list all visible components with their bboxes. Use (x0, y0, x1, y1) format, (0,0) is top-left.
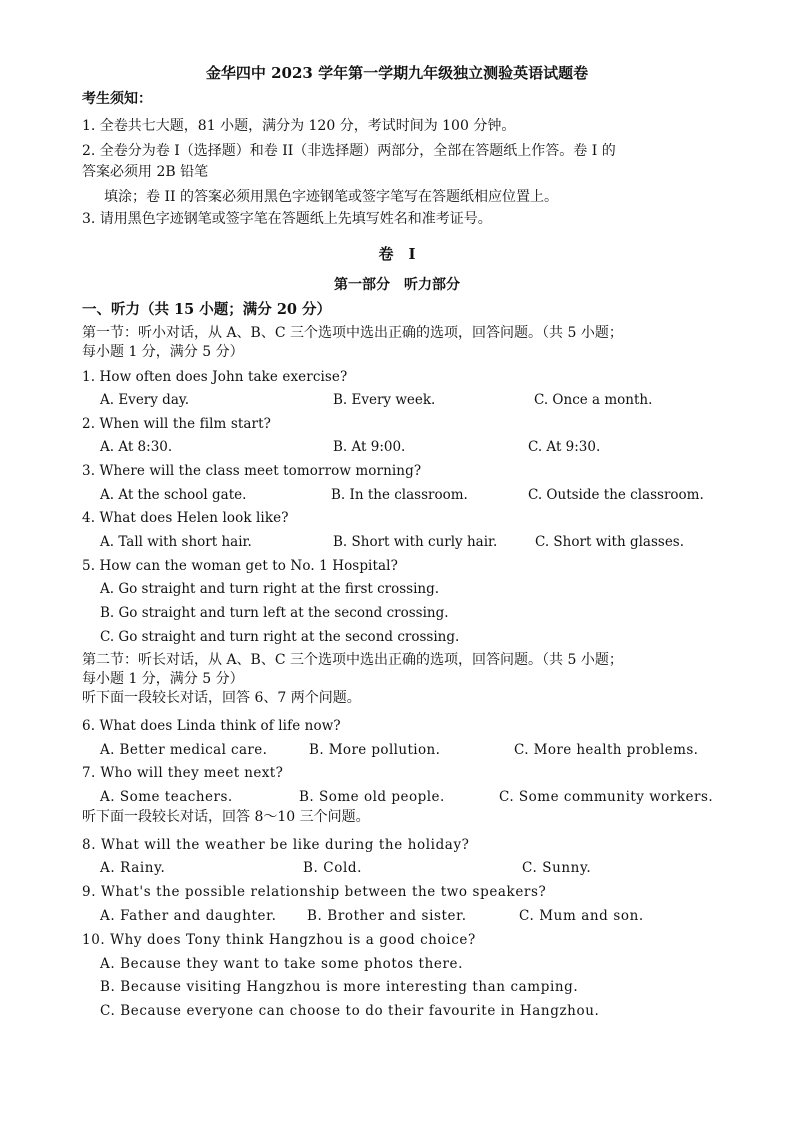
dialog-instruction-8-10: 听下面一段较长对话，回答 8～10 三个问题。 (82, 809, 370, 825)
notice-heading: 考生须知： (82, 91, 152, 107)
subsection-1-line-2: 每小题 1 分，满分 5 分） (82, 344, 244, 360)
q10-option-b: B. Because visiting Hangzhou is more interesting than camping. (100, 979, 579, 995)
question-4: 4. What does Helen look like? (82, 510, 289, 526)
notice-item-2-line-3: 填涂；卷 II 的答案必须用黑色字迹钢笔或签字笔写在答题纸相应位置上。 (104, 189, 558, 205)
q5-option-a: A. Go straight and turn right at the first crossing. (100, 581, 440, 597)
q3-option-c: C. Outside the classroom. (528, 487, 704, 503)
q2-option-b: B. At 9:00. (333, 439, 406, 455)
question-9: 9. What's the possible relationship between the two speakers? (82, 884, 547, 900)
subsection-2-line-2: 每小题 1 分，满分 5 分） (82, 671, 244, 687)
q7-option-c: C. Some community workers. (499, 789, 714, 805)
q6-option-c: C. More health problems. (514, 742, 699, 758)
question-2: 2. When will the film start? (82, 416, 271, 432)
q6-option-b: B. More pollution. (309, 742, 441, 758)
q8-option-c: C. Sunny. (522, 860, 592, 876)
q1-option-b: B. Every week. (333, 392, 436, 408)
q5-option-c: C. Go straight and turn right at the second crossing. (100, 629, 460, 645)
q5-option-b: B. Go straight and turn left at the second crossing. (100, 605, 449, 621)
q3-option-b: B. In the classroom. (331, 487, 468, 503)
question-8: 8. What will the weather be like during the holiday? (82, 837, 470, 853)
subsection-1-line-1: 第一节：听小对话，从 A、B、C 三个选项中选出正确的选项，回答问题。（共 5 小题； (82, 325, 623, 341)
q8-option-a: A. Rainy. (100, 860, 166, 876)
question-3: 3. Where will the class meet tomorrow morning? (82, 463, 422, 479)
exam-title: 金华四中 2023 学年第一学期九年级独立测验英语试题卷 (205, 64, 589, 82)
section-heading: 一、听力（共 15 小题；满分 20 分） (82, 301, 332, 318)
notice-item-1: 1. 全卷共七大题，81 小题，满分为 120 分，考试时间为 100 分钟。 (82, 118, 516, 134)
q8-option-b: B. Cold. (303, 860, 363, 876)
q2-option-a: A. At 8:30. (100, 439, 173, 455)
q7-option-b: B. Some old people. (299, 789, 445, 805)
notice-item-2-line-1: 2. 全卷分为卷 I（选择题）和卷 II（非选择题）两部分，全部在答题纸上作答。卷 I 的 (82, 143, 616, 159)
q1-option-c: C. Once a month. (534, 392, 653, 408)
dialog-instruction-6-7: 听下面一段较长对话，回答 6、7 两个问题。 (82, 690, 361, 706)
q10-option-a: A. Because they want to take some photos there. (100, 956, 463, 972)
q4-option-c: C. Short with glasses. (535, 534, 685, 550)
q1-option-a: A. Every day. (100, 392, 189, 408)
q4-option-b: B. Short with curly hair. (333, 534, 498, 550)
q4-option-a: A. Tall with short hair. (100, 534, 252, 550)
subsection-2-line-1: 第二节：听长对话，从 A、B、C 三个选项中选出正确的选项，回答问题。（共 5 小题； (82, 652, 623, 668)
question-10: 10. Why does Tony think Hangzhou is a good choice? (82, 932, 476, 948)
q6-option-a: A. Better medical care. (100, 742, 268, 758)
question-7: 7. Who will they meet next? (82, 765, 284, 781)
question-6: 6. What does Linda think of life now? (82, 718, 341, 734)
q9-option-b: B. Brother and sister. (307, 908, 467, 924)
q9-option-c: C. Mum and son. (519, 908, 644, 924)
q7-option-a: A. Some teachers. (100, 789, 233, 805)
volume-heading: 卷 I (378, 245, 416, 263)
part-title: 第一部分 听力部分 (334, 277, 460, 293)
q2-option-c: C. At 9:30. (528, 439, 601, 455)
q3-option-a: A. At the school gate. (100, 487, 247, 503)
question-1: 1. How often does John take exercise? (82, 369, 348, 385)
notice-item-3: 3. 请用黑色字迹钢笔或签字笔在答题纸上先填写姓名和准考证号。 (82, 211, 492, 227)
question-5: 5. How can the woman get to No. 1 Hospital? (82, 558, 398, 574)
q9-option-a: A. Father and daughter. (100, 908, 277, 924)
q10-option-c: C. Because everyone can choose to do their favourite in Hangzhou. (100, 1003, 600, 1019)
notice-item-2-line-2: 答案必须用 2B 铅笔 (82, 164, 209, 180)
